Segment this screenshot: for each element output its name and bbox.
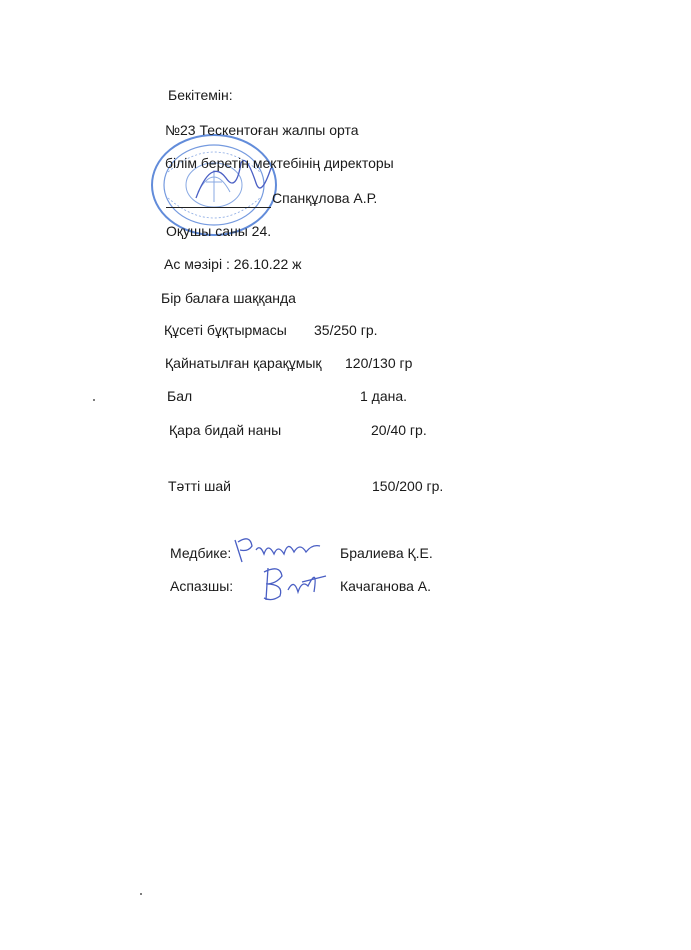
menu-item-amount: 120/130 гр bbox=[345, 355, 413, 371]
menu-item-name: Тәтті шай bbox=[168, 478, 231, 494]
scan-speck bbox=[140, 893, 142, 895]
approval-heading: Бекітемін: bbox=[168, 87, 233, 103]
menu-item-name: Қайнатылған қарақұмық bbox=[165, 355, 322, 371]
scan-speck bbox=[93, 399, 95, 401]
menu-item-name: Қара бидай наны bbox=[169, 422, 282, 438]
menu-date: Ас мәзірі : 26.10.22 ж bbox=[164, 256, 302, 272]
menu-item-amount: 1 дана. bbox=[360, 388, 408, 404]
menu-item-name: Бал bbox=[167, 388, 193, 404]
menu-item-amount: 20/40 гр. bbox=[371, 422, 427, 438]
nurse-label: Медбике: bbox=[170, 545, 232, 561]
cook-signature-icon bbox=[258, 562, 330, 604]
cook-label: Аспазшы: bbox=[170, 578, 234, 594]
menu-item-name: Құсеті бұқтырмасы bbox=[164, 322, 287, 338]
director-name: Спанқұлова А.Р. bbox=[272, 190, 378, 206]
per-child-heading: Бір балаға шаққанда bbox=[161, 290, 296, 306]
menu-item-amount: 150/200 гр. bbox=[372, 478, 444, 494]
school-line-2: білім беретін мектебінің директоры bbox=[165, 155, 394, 171]
school-line-1: №23 Тескентоған жалпы орта bbox=[165, 122, 359, 138]
cook-name: Качаганова А. bbox=[340, 578, 431, 594]
student-count: Оқушы саны 24. bbox=[166, 223, 272, 239]
nurse-name: Бралиева Қ.Е. bbox=[340, 545, 433, 561]
director-signature-line bbox=[166, 207, 271, 208]
menu-item-amount: 35/250 гр. bbox=[314, 322, 378, 338]
